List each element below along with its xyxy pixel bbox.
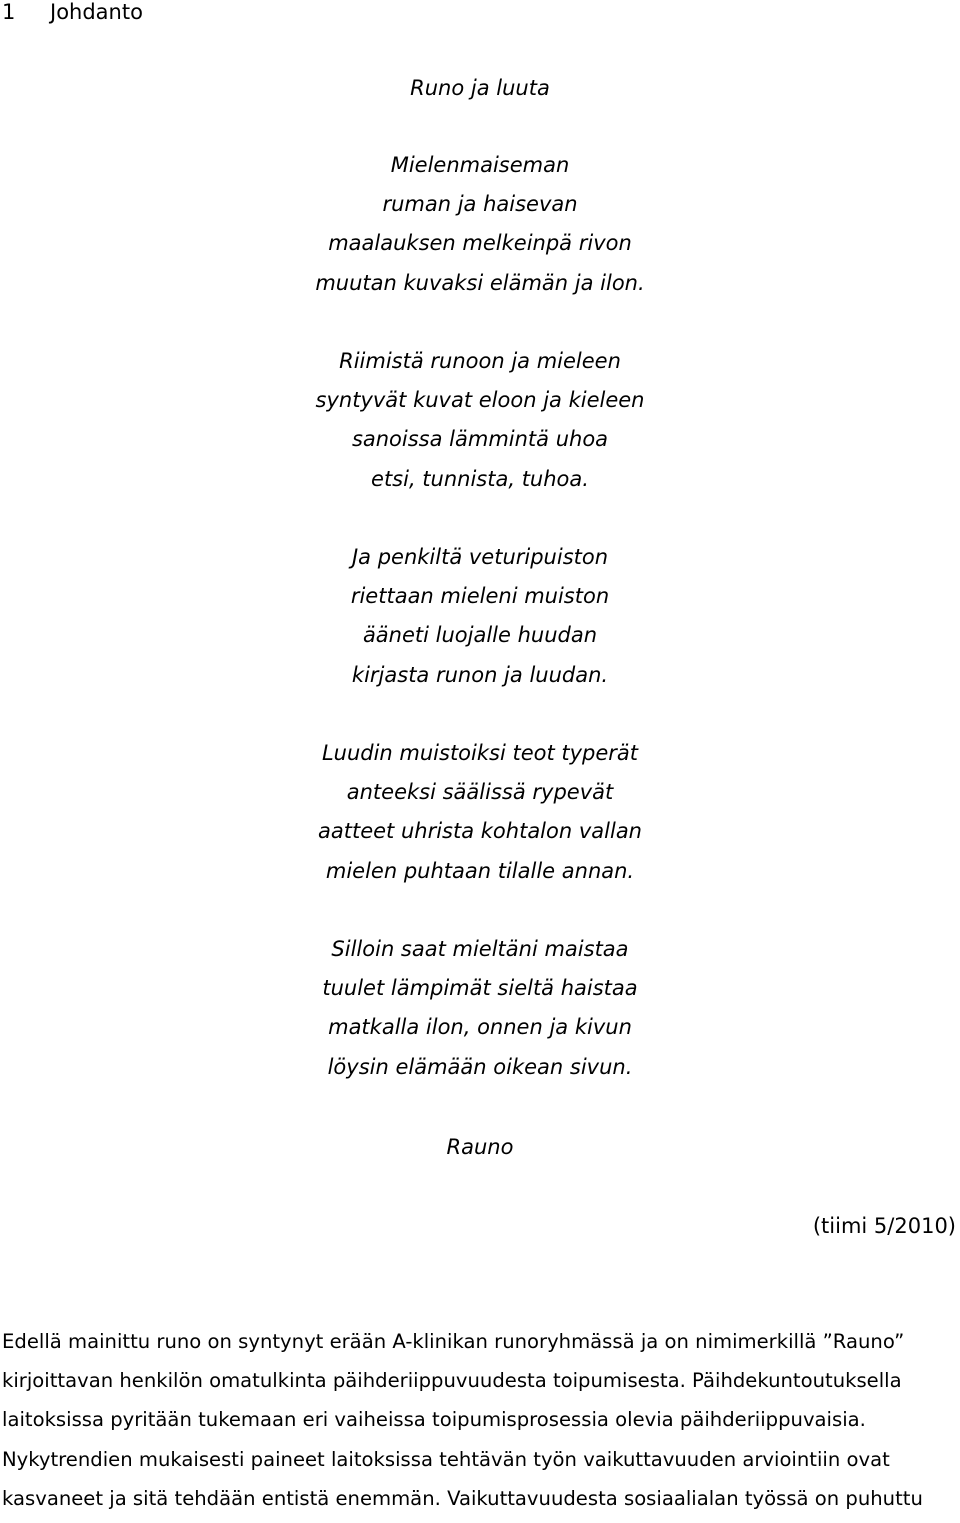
poem-line: Riimistä runoon ja mieleen <box>339 349 621 373</box>
body-line: Edellä mainittu runo on syntynyt erään A-klinikan runoryhmässä ja on nimimerkillä ”Rauno” <box>2 1330 905 1353</box>
poem-line: anteeksi säälissä rypevät <box>346 780 614 805</box>
body-paragraph <box>2 1327 958 1523</box>
poem-line: ruman ja haisevan <box>382 192 578 217</box>
poem-line: maalauksen melkeinpä rivon <box>328 231 632 256</box>
poem-author: Rauno <box>446 1135 514 1159</box>
poem-line: löysin elämään oikean sivun. <box>327 1054 633 1079</box>
section-number: 1 <box>2 0 16 24</box>
poem-line: Luudin muistoiksi teot typerät <box>321 741 639 765</box>
poem-title: Runo ja luuta <box>410 76 550 100</box>
body-line: kirjoittavan henkilön omatulkinta päihderiippuvuudesta toipumisesta. Päihdekuntoutuksella <box>2 1369 902 1393</box>
poem-line: mielen puhtaan tilalle annan. <box>325 858 635 883</box>
poem-line: muutan kuvaksi elämän ja ilon. <box>315 270 645 295</box>
poem-line: Mielenmaiseman <box>390 153 570 177</box>
poem-source: (tiimi 5/2010) <box>812 1214 956 1238</box>
poem-stanza-3 <box>0 538 960 695</box>
body-line: kasvaneet ja sitä tehdään entistä enemmän. Vaikuttavuudesta sosiaalialan työssä on puhuttu <box>2 1486 923 1510</box>
poem-line: Silloin saat mieltäni maistaa <box>331 937 629 961</box>
body-line: laitoksissa pyritään tukemaan eri vaiheissa toipumisprosessia olevia päihderiippuvaisia. <box>2 1408 866 1432</box>
poem-line: etsi, tunnista, tuhoa. <box>371 466 589 491</box>
poem-line: riettaan mieleni muiston <box>350 584 610 609</box>
poem-stanza-4 <box>0 734 960 891</box>
poem-line: syntyvät kuvat eloon ja kieleen <box>315 388 645 413</box>
poem-line: Ja penkiltä veturipuiston <box>351 545 609 569</box>
poem-line: aatteet uhrista kohtalon vallan <box>318 819 642 844</box>
section-title: Johdanto <box>50 0 143 24</box>
body-line: Nykytrendien mukaisesti paineet laitoksissa tehtävän työn vaikuttavuuden arviointiin ovat <box>2 1447 890 1471</box>
poem-line: ääneti luojalle huudan <box>362 623 598 648</box>
poem-stanza-1 <box>0 146 960 303</box>
section-heading <box>2 0 143 24</box>
poem-stanza-5 <box>0 930 960 1087</box>
poem-stanza-2 <box>0 342 960 499</box>
poem-line: sanoissa lämmintä uhoa <box>351 427 609 452</box>
poem-line: matkalla ilon, onnen ja kivun <box>328 1015 632 1040</box>
poem-line: kirjasta runon ja luudan. <box>351 662 609 687</box>
poem-line: tuulet lämpimät sieltä haistaa <box>322 976 638 1001</box>
